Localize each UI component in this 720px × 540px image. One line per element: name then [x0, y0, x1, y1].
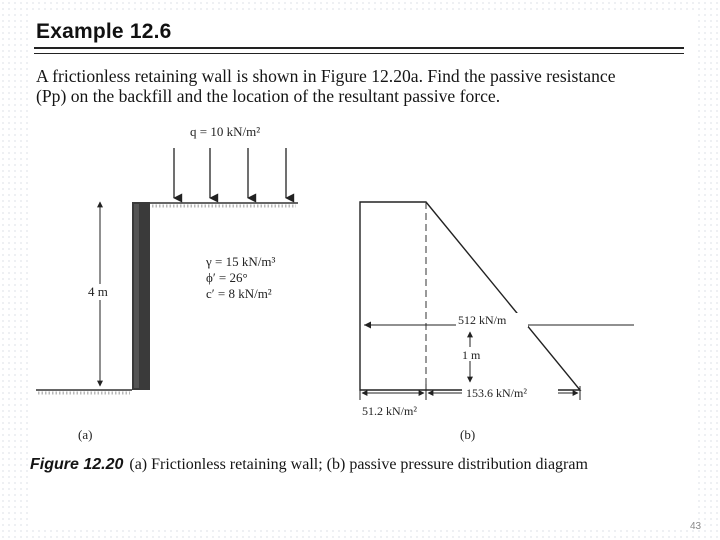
- surcharge-label: q = 10 kN/m²: [190, 124, 261, 139]
- page-number: 43: [690, 521, 702, 532]
- figure-b: [360, 202, 634, 442]
- height-label: 4 m: [88, 284, 108, 299]
- problem-line-2: (Pp) on the backfill and the location of the resultant passive force.: [36, 86, 501, 106]
- lever-arm-label: 1 m: [462, 348, 481, 362]
- resultant-arrowhead: [364, 322, 371, 329]
- cohesion-label: c′ = 8 kN/m²: [206, 286, 272, 301]
- figure-a-label: (a): [78, 427, 93, 442]
- problem-line-1: A frictionless retaining wall is shown in Figure 12.20a. Find the passive resistance: [36, 66, 616, 86]
- figure-12-20: [28, 12, 696, 452]
- figure-b-label: (b): [460, 427, 476, 442]
- example-title: Example 12.6: [36, 20, 172, 43]
- figure-caption: [30, 456, 690, 474]
- figure-a: [36, 124, 298, 442]
- caption-text: (a) Frictionless retaining wall; (b) passive pressure distribution diagram: [129, 456, 588, 473]
- resultant-label: 512 kN/m: [458, 313, 507, 327]
- gamma-label: γ = 15 kN/m³: [206, 254, 276, 269]
- top-pressure-label: 51.2 kN/m²: [362, 404, 417, 418]
- slide-page: [28, 12, 702, 532]
- caption-figure-label: Figure 12.20: [30, 456, 124, 473]
- triangle-pressure-label: 153.6 kN/m²: [466, 386, 527, 400]
- phi-label: ϕ′ = 26°: [206, 270, 248, 285]
- surcharge-arrows: [174, 148, 286, 198]
